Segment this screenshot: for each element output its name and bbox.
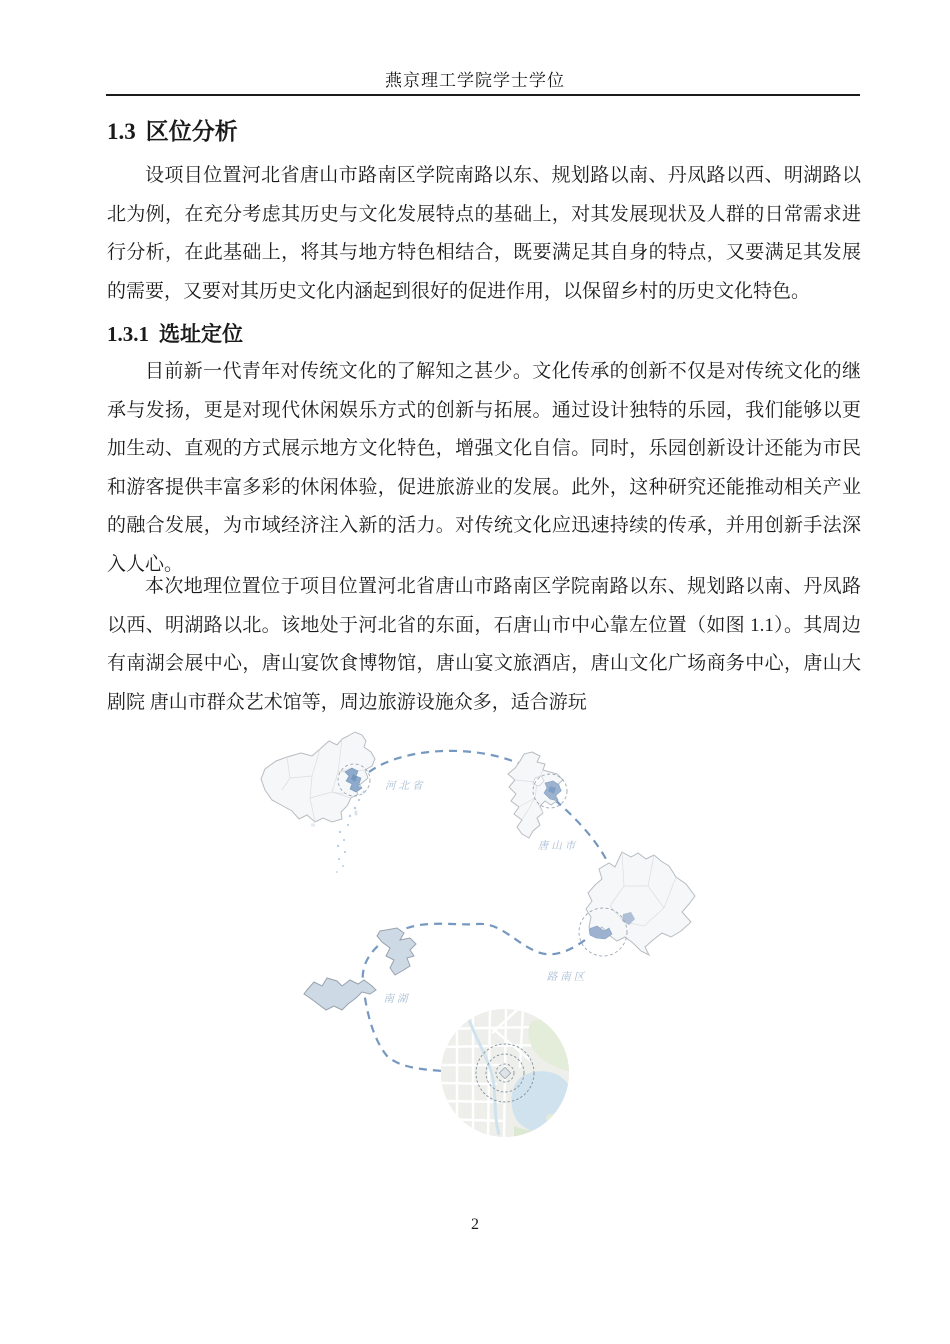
- subsection-title: 选址定位: [159, 323, 243, 346]
- section-title: 区位分析: [145, 118, 238, 144]
- subsection-paragraph-2: 本次地理位置位于项目位置河北省唐山市路南区学院南路以东、规划路以南、丹凤路以西、明湖路以北。该地处于河北省的东面，石唐山市中心靠左位置（如图 1.1）。其周边有南湖会展中心，唐山宴饮食博物馆，唐山宴文旅酒店，唐山文化广场商务中心，唐山大剧院 唐山市群众艺术馆等，周边旅游设施众多，适合游玩: [107, 576, 861, 713]
- page-header: 燕京理工学院学士学位: [385, 71, 565, 90]
- subsection-paragraph-1: 目前新一代青年对传统文化的了解知之甚少。文化传承的创新不仅是对传统文化的继承与发扬，更是对现代休闲娱乐方式的创新与拓展。通过设计独特的乐园，我们能够以更加生动、直观的方式展示地方文化特色，增强文化自信。同时，乐园创新设计还能为市民和游客提供丰富多彩的休闲体验，促进旅游业的发展。此外，这种研究还能推动相关产业的融合发展，为市域经济注入新的活力。对传统文化应迅速持续的传承，并用创新手法深入人心。: [107, 361, 861, 575]
- section-number: 1.3: [107, 119, 136, 144]
- hebei-province-map: [508, 752, 578, 852]
- tangshan-label: 唐山市: [537, 840, 579, 852]
- nanhu-shapes: [304, 928, 416, 1010]
- subsection-heading: [107, 318, 243, 348]
- nanhu-label: 南湖: [383, 993, 411, 1005]
- header-rule: [106, 94, 860, 96]
- lunan-label: 路南区: [546, 971, 588, 983]
- site-street-map: [441, 1009, 573, 1137]
- section-paragraph: 设项目位置河北省唐山市路南区学院南路以东、规划路以南、丹凤路以西、明湖路以北为例，在充分考虑其历史与文化发展特点的基础上，对其发展现状及人群的日常需求进行分析，在此基础上，将其与地方特色相结合，既要满足其自身的特点，又要满足其发展的需要，又要对其历史文化内涵起到很好的促进作用，以保留乡村的历史文化特色。: [107, 165, 861, 302]
- section-heading: [107, 113, 238, 146]
- hebei-label: 河北省: [385, 780, 426, 792]
- china-map: [261, 732, 426, 873]
- subsection-number: 1.3.1: [107, 322, 149, 346]
- tangshan-city-map: [547, 852, 695, 983]
- page-number: 2: [471, 1216, 479, 1233]
- location-analysis-figure: [252, 728, 708, 1144]
